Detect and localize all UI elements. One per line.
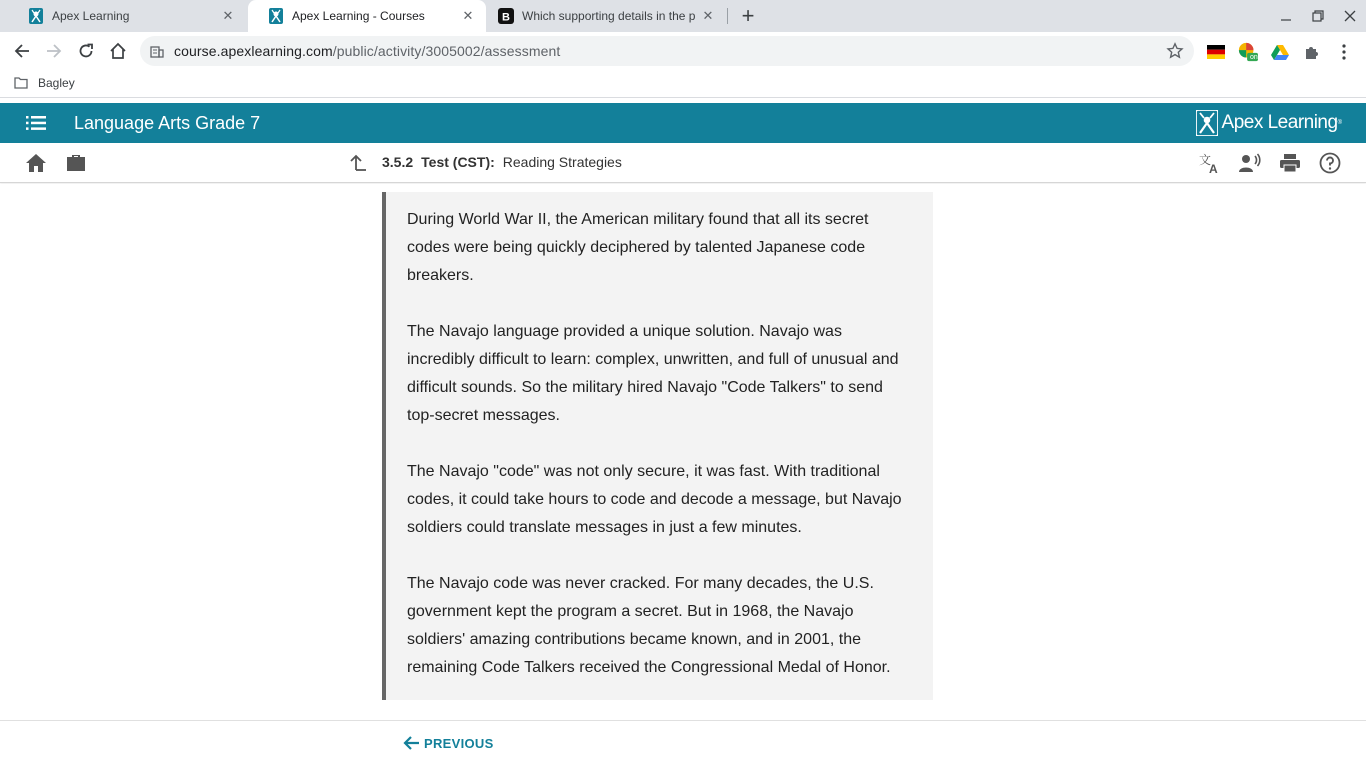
- bookmark-bagley[interactable]: [14, 76, 75, 90]
- brand-mark: ®: [1337, 120, 1342, 126]
- url-path: /public/activity/3005002/assessment: [332, 43, 561, 59]
- bookmarks-bar: [0, 70, 1366, 98]
- text-to-speech-icon[interactable]: [1239, 152, 1261, 174]
- brainly-favicon-icon: [498, 8, 514, 24]
- home-button[interactable]: [104, 37, 132, 65]
- browser-menu-icon[interactable]: [1334, 42, 1354, 62]
- passage-paragraph: The Navajo "code" was not only secure, it was fast. With traditional codes, it could take hours to code and decode a message, but Navajo soldiers could translate messages in just a few minutes.: [407, 463, 902, 536]
- apex-learning-logo: [1196, 110, 1342, 136]
- tab-title: Apex Learning: [52, 9, 130, 23]
- tab-title: Apex Learning - Courses: [292, 9, 425, 23]
- close-tab-icon[interactable]: ✕: [222, 8, 234, 23]
- bookmark-star-icon[interactable]: [1166, 42, 1184, 60]
- svg-text:A: A: [1209, 162, 1218, 174]
- folder-icon: [14, 77, 28, 89]
- activity-breadcrumb: [348, 152, 622, 172]
- briefcase-icon[interactable]: [65, 152, 87, 174]
- back-button[interactable]: [8, 37, 36, 65]
- menu-icon[interactable]: [26, 115, 46, 131]
- browser-toolbar: [0, 32, 1366, 70]
- apex-logo-icon: [1196, 110, 1218, 136]
- help-icon[interactable]: [1319, 152, 1341, 174]
- tab-title: Which supporting details in the p: [522, 9, 696, 23]
- assessment-content: [0, 184, 1366, 720]
- url-text: [174, 43, 560, 59]
- svg-text:文: 文: [1199, 153, 1212, 167]
- site-info-icon[interactable]: [150, 43, 166, 59]
- close-tab-icon[interactable]: ✕: [702, 8, 714, 23]
- tab-apex-learning-courses[interactable]: [248, 0, 486, 32]
- translate-icon[interactable]: [1199, 152, 1221, 174]
- google-drive-icon[interactable]: [1270, 42, 1290, 62]
- activity-number: 3.5.2: [382, 154, 414, 170]
- browser-tab-strip: [0, 0, 1366, 32]
- tab-apex-learning[interactable]: [8, 0, 246, 32]
- print-icon[interactable]: [1279, 152, 1301, 174]
- activity-type: Test (CST):: [421, 154, 495, 170]
- previous-label: PREVIOUS: [424, 735, 494, 751]
- extension-badge: on: [1250, 54, 1258, 61]
- arrow-right-icon: [46, 43, 62, 59]
- reload-icon: [78, 43, 94, 59]
- arrow-left-icon: [402, 735, 420, 751]
- passage-paragraph: The Navajo code was never cracked. For many decades, the U.S. government kept the program a secret. But in 1968, the Navajo soldiers' amazing contributions became known, and in 2001, the remaining Code Talkers received the Congressional Medal of Honor.: [407, 575, 891, 676]
- home-icon[interactable]: [25, 152, 47, 174]
- flag-extension-icon[interactable]: [1206, 42, 1226, 62]
- passage-paragraph: The Navajo language provided a unique solution. Navajo was incredibly difficult to learn: complex, unwritten, and full of unusual and difficult sounds. So the military hired Navajo "Code Talkers" to send top-secret messages.: [407, 323, 899, 424]
- assessment-footer: [0, 720, 1366, 768]
- close-window-button[interactable]: [1334, 0, 1366, 32]
- restore-window-button[interactable]: [1302, 0, 1334, 32]
- tab-brainly-question[interactable]: [488, 0, 726, 32]
- up-level-icon[interactable]: [348, 152, 368, 172]
- course-title: Language Arts Grade 7: [74, 113, 261, 133]
- svg-text:B: B: [502, 11, 510, 24]
- passage-paragraph: During World War II, the American military found that all its secret codes were being quickly deciphered by talented Japanese code breakers.: [407, 211, 869, 284]
- arrow-left-icon: [14, 43, 30, 59]
- address-bar[interactable]: [140, 36, 1194, 66]
- home-icon: [109, 42, 127, 60]
- previous-button[interactable]: [402, 735, 494, 751]
- forward-button[interactable]: [40, 37, 68, 65]
- brand-name: Apex Learning: [1221, 112, 1338, 133]
- apex-favicon-icon: [28, 8, 44, 24]
- tab-separator: [727, 8, 728, 24]
- close-tab-icon[interactable]: ✕: [462, 8, 474, 23]
- minimize-window-button[interactable]: [1270, 0, 1302, 32]
- course-header: [0, 103, 1366, 143]
- reading-passage: [382, 192, 933, 700]
- reload-button[interactable]: [72, 37, 100, 65]
- url-host: course.apexlearning.com: [174, 43, 333, 59]
- color-extension-icon[interactable]: [1238, 42, 1258, 62]
- bookmark-label: Bagley: [38, 76, 75, 90]
- new-tab-button[interactable]: +: [741, 3, 755, 28]
- activity-name: Reading Strategies: [502, 154, 622, 170]
- activity-toolbar: [0, 143, 1366, 183]
- apex-favicon-icon: [268, 8, 284, 24]
- extensions-puzzle-icon[interactable]: [1302, 42, 1322, 62]
